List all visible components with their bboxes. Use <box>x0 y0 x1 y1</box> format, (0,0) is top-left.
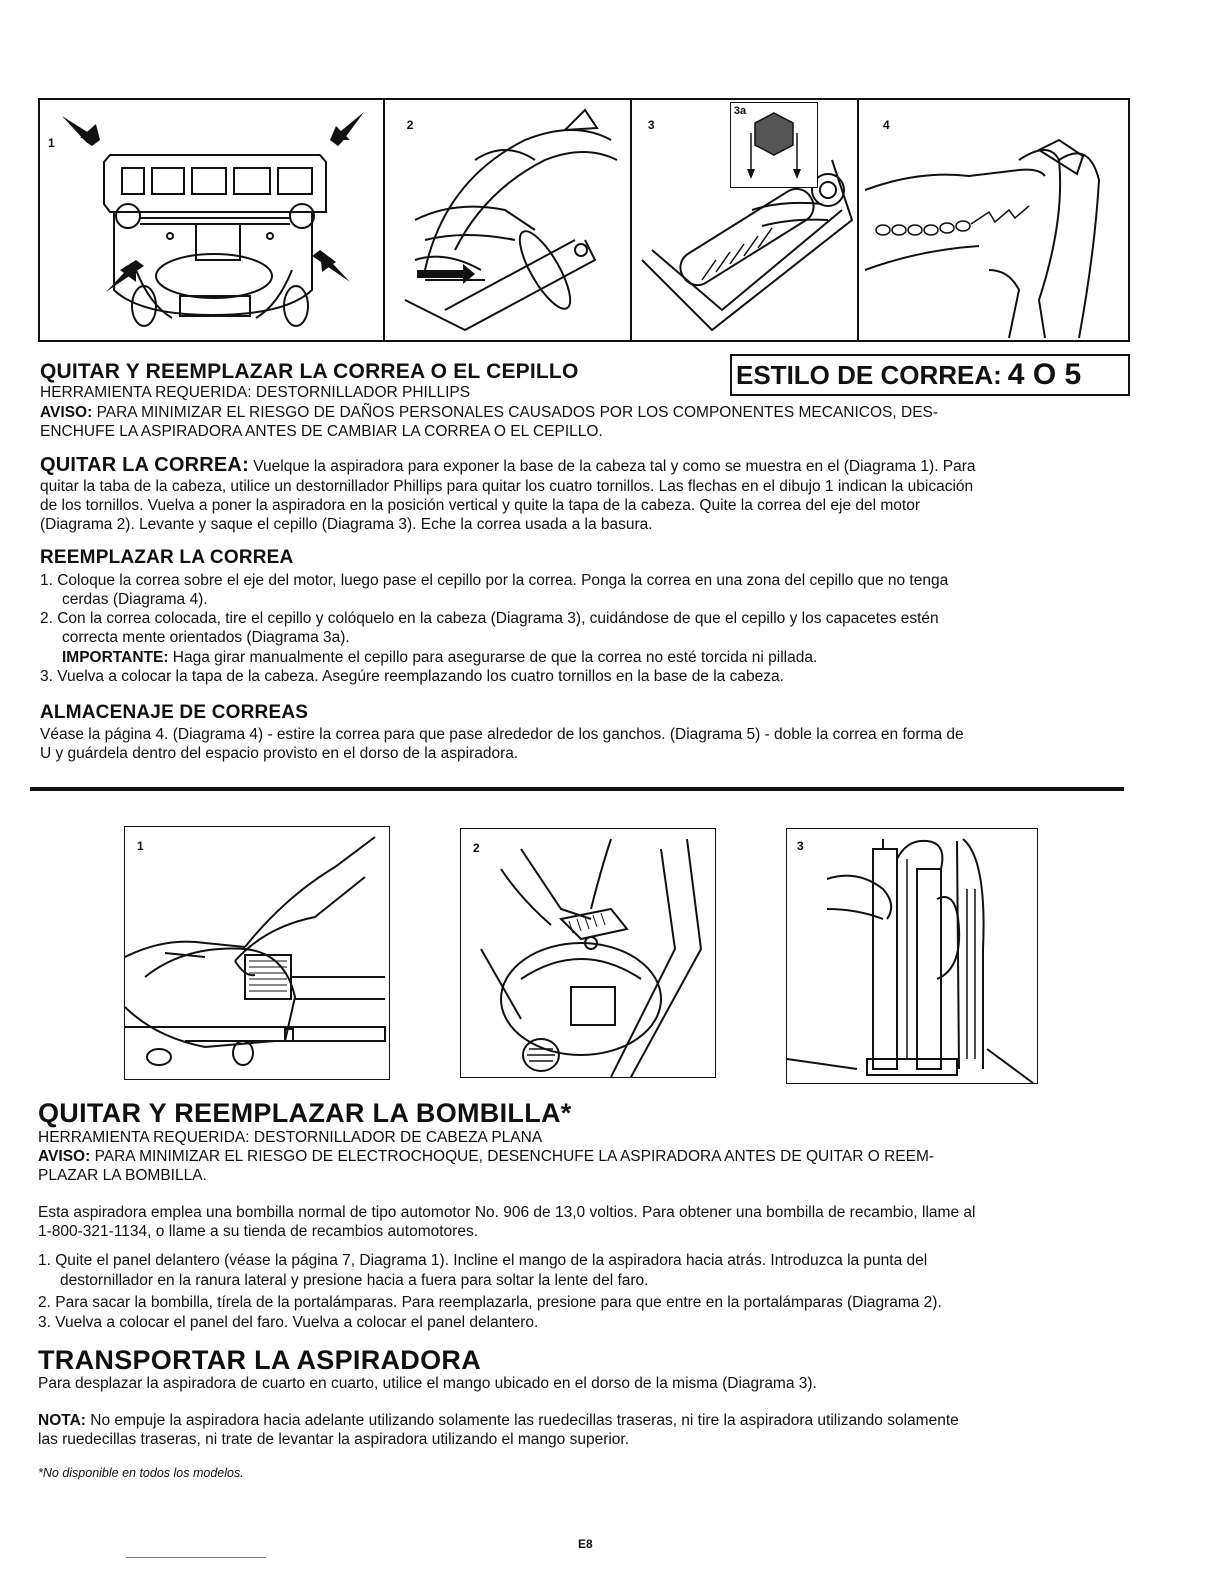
transport-text: Para desplazar la aspiradora de cuarto en cuarto, utilice el mango ubicado en el dorso de la misma (Diagrama 3). <box>38 1375 817 1392</box>
transport-note-line2: las ruedecillas traseras, ni trate de levantar la aspiradora utilizando el mango superior. <box>38 1431 630 1448</box>
vacuum-base-illustration <box>40 100 384 340</box>
belt-style-box <box>730 354 1130 396</box>
storage-line1: Véase la página 4. (Diagrama 4) - estire la correa para que pase alrededor de los ganchos. (Diagrama 5) - doble la correa en forma de <box>40 726 964 743</box>
replace-step-2b: correcta mente orientados (Diagrama 3a). <box>62 629 350 646</box>
bulb-step-3: 3. Vuelva a colocar el panel del faro. Vuelva a colocar el panel delantero. <box>38 1314 539 1331</box>
remove-belt-line4: (Diagrama 2). Levante y saque el cepillo (Diagrama 3). Eche la correa usada a la basura. <box>40 516 653 533</box>
warning-label: AVISO: <box>38 1148 91 1165</box>
belt-diagram-strip <box>38 98 1130 342</box>
transport-section-title: TRANSPORTAR LA ASPIRADORA <box>38 1345 481 1375</box>
belt-warning <box>40 403 938 422</box>
replace-step-3: 3. Vuelva a colocar la tapa de la cabeza. Asegúre reemplazando los cuatro tornillos en la base de la cabeza. <box>40 668 784 685</box>
transport-note <box>38 1411 959 1430</box>
note-label: NOTA: <box>38 1412 86 1429</box>
belt-warning-line2: ENCHUFE LA ASPIRADORA ANTES DE CAMBIAR LA CORREA O EL CEPILLO. <box>40 423 603 440</box>
bulb-warning <box>38 1147 934 1166</box>
figure-number: 1 <box>48 136 55 150</box>
belt-diagram-2 <box>385 100 632 340</box>
bulb-step-1b: destornillador en la ranura lateral y presione hacia a fuera para soltar la lente del faro. <box>60 1272 649 1289</box>
belt-style-label: ESTILO DE CORREA: <box>736 360 1002 390</box>
bottom-line <box>126 1557 266 1558</box>
storage-title: ALMACENAJE DE CORREAS <box>40 702 309 723</box>
figure-number: 4 <box>883 118 890 132</box>
bulb-intro-line2: 1-800-321-1134, o llame a su tienda de recambios automotores. <box>38 1223 479 1240</box>
remove-belt-line1: Vuelque la aspiradora para exponer la base de la cabeza tal y como se muestra en el (Diagrama 1). Para <box>253 458 976 475</box>
replace-step-1b: cerdas (Diagrama 4). <box>62 591 208 608</box>
figure-number: 3a <box>733 105 747 117</box>
bulb-step-1: 1. Quite el panel delantero (véase la página 7, Diagrama 1). Incline el mango de la aspiradora hacia atrás. Introduzca la punta del <box>38 1252 928 1269</box>
footnote: *No disponible en todos los modelos. <box>38 1466 244 1480</box>
replace-step-2: 2. Con la correa colocada, tire el cepillo y colóquelo en la cabeza (Diagrama 3), cuidándose de que el cepillo y los capacetes estén <box>40 610 939 627</box>
bulb-warning-line2: PLAZAR LA BOMBILLA. <box>38 1167 207 1184</box>
belt-diagram-4 <box>859 100 1128 340</box>
bulb-diagram-3 <box>786 828 1038 1084</box>
remove-belt-title: QUITAR LA CORREA: <box>40 454 249 476</box>
replace-bulb-illustration <box>461 829 715 1077</box>
figure-number: 3 <box>797 839 804 853</box>
figure-number: 2 <box>406 118 414 132</box>
remove-belt-line2: quitar la taba de la cabeza, utilice un destornillador Phillips para quitar los cuatro tornillos. Las flechas en el dibujo 1 indican la ubicación <box>40 478 974 495</box>
replace-belt-title: REEMPLAZAR LA CORREA <box>40 547 294 568</box>
bulb-intro-line1: Esta aspiradora emplea una bombilla normal de tipo automotor No. 906 de 13,0 voltios. Para obtener una bombilla de recambio, llame al <box>38 1204 976 1221</box>
remove-belt-line3: de los tornillos. Vuelva a poner la aspiradora en la posición vertical y quite la tapa de la cabeza. Quite la correa del eje del motor <box>40 497 920 514</box>
belt-diagram-1 <box>40 100 385 340</box>
warning-text: PARA MINIMIZAR EL RIESGO DE DAÑOS PERSONALES CAUSADOS POR LOS COMPONENTES MECANICOS, DES- <box>96 404 939 421</box>
warning-text: PARA MINIMIZAR EL RIESGO DE ELECTROCHOQUE, DESENCHUFE LA ASPIRADORA ANTES DE QUITAR O REEM- <box>94 1148 935 1165</box>
bulb-section-title: QUITAR Y REEMPLAZAR LA BOMBILLA* <box>38 1098 572 1128</box>
figure-number: 2 <box>473 841 480 855</box>
figure-number: 3 <box>647 118 655 132</box>
belt-section-title: QUITAR Y REEMPLAZAR LA CORREA O EL CEPILLO <box>40 360 579 383</box>
storage-line2: U y guárdela dentro del espacio provisto en el dorso de la aspiradora. <box>40 745 519 762</box>
important-text: Haga girar manualmente el cepillo para asegurarse de que la correa no esté torcida ni pillada. <box>172 649 818 666</box>
bulb-tool-required: HERRAMIENTA REQUERIDA: DESTORNILLADOR DE CABEZA PLANA <box>38 1129 543 1146</box>
belt-tool-required: HERRAMIENTA REQUERIDA: DESTORNILLADOR PHILLIPS <box>40 384 471 401</box>
important-label: IMPORTANTE: <box>62 649 169 666</box>
important-note <box>62 648 817 668</box>
inset-3a <box>730 102 818 188</box>
belt-style-code: 4 O 5 <box>1007 358 1082 391</box>
note-text: No empuje la aspiradora hacia adelante utilizando solamente las ruedecillas traseras, ni tire la aspiradora utilizando solamente <box>90 1412 959 1429</box>
remove-front-panel-illustration <box>125 827 389 1079</box>
bulb-step-2: 2. Para sacar la bombilla, tírela de la portalámparas. Para reemplazarla, presione para que entre en la portalámparas (Diagrama 2). <box>38 1294 942 1311</box>
belt-diagram-3 <box>632 100 859 340</box>
bulb-diagram-1 <box>124 826 390 1080</box>
section-divider <box>30 787 1124 791</box>
figure-number: 1 <box>137 839 144 853</box>
bulb-diagram-2 <box>460 828 716 1078</box>
warning-label: AVISO: <box>40 404 93 421</box>
transport-handle-illustration <box>787 829 1037 1083</box>
remove-belt-paragraph <box>40 456 976 476</box>
remove-belt-illustration <box>385 100 631 340</box>
belt-stretch-illustration <box>859 100 1127 340</box>
replace-step-1: 1. Coloque la correa sobre el eje del motor, luego pase el cepillo por la correa. Ponga la correa en una zona del cepillo que no tenga <box>40 572 949 589</box>
page-number: E8 <box>578 1537 593 1551</box>
